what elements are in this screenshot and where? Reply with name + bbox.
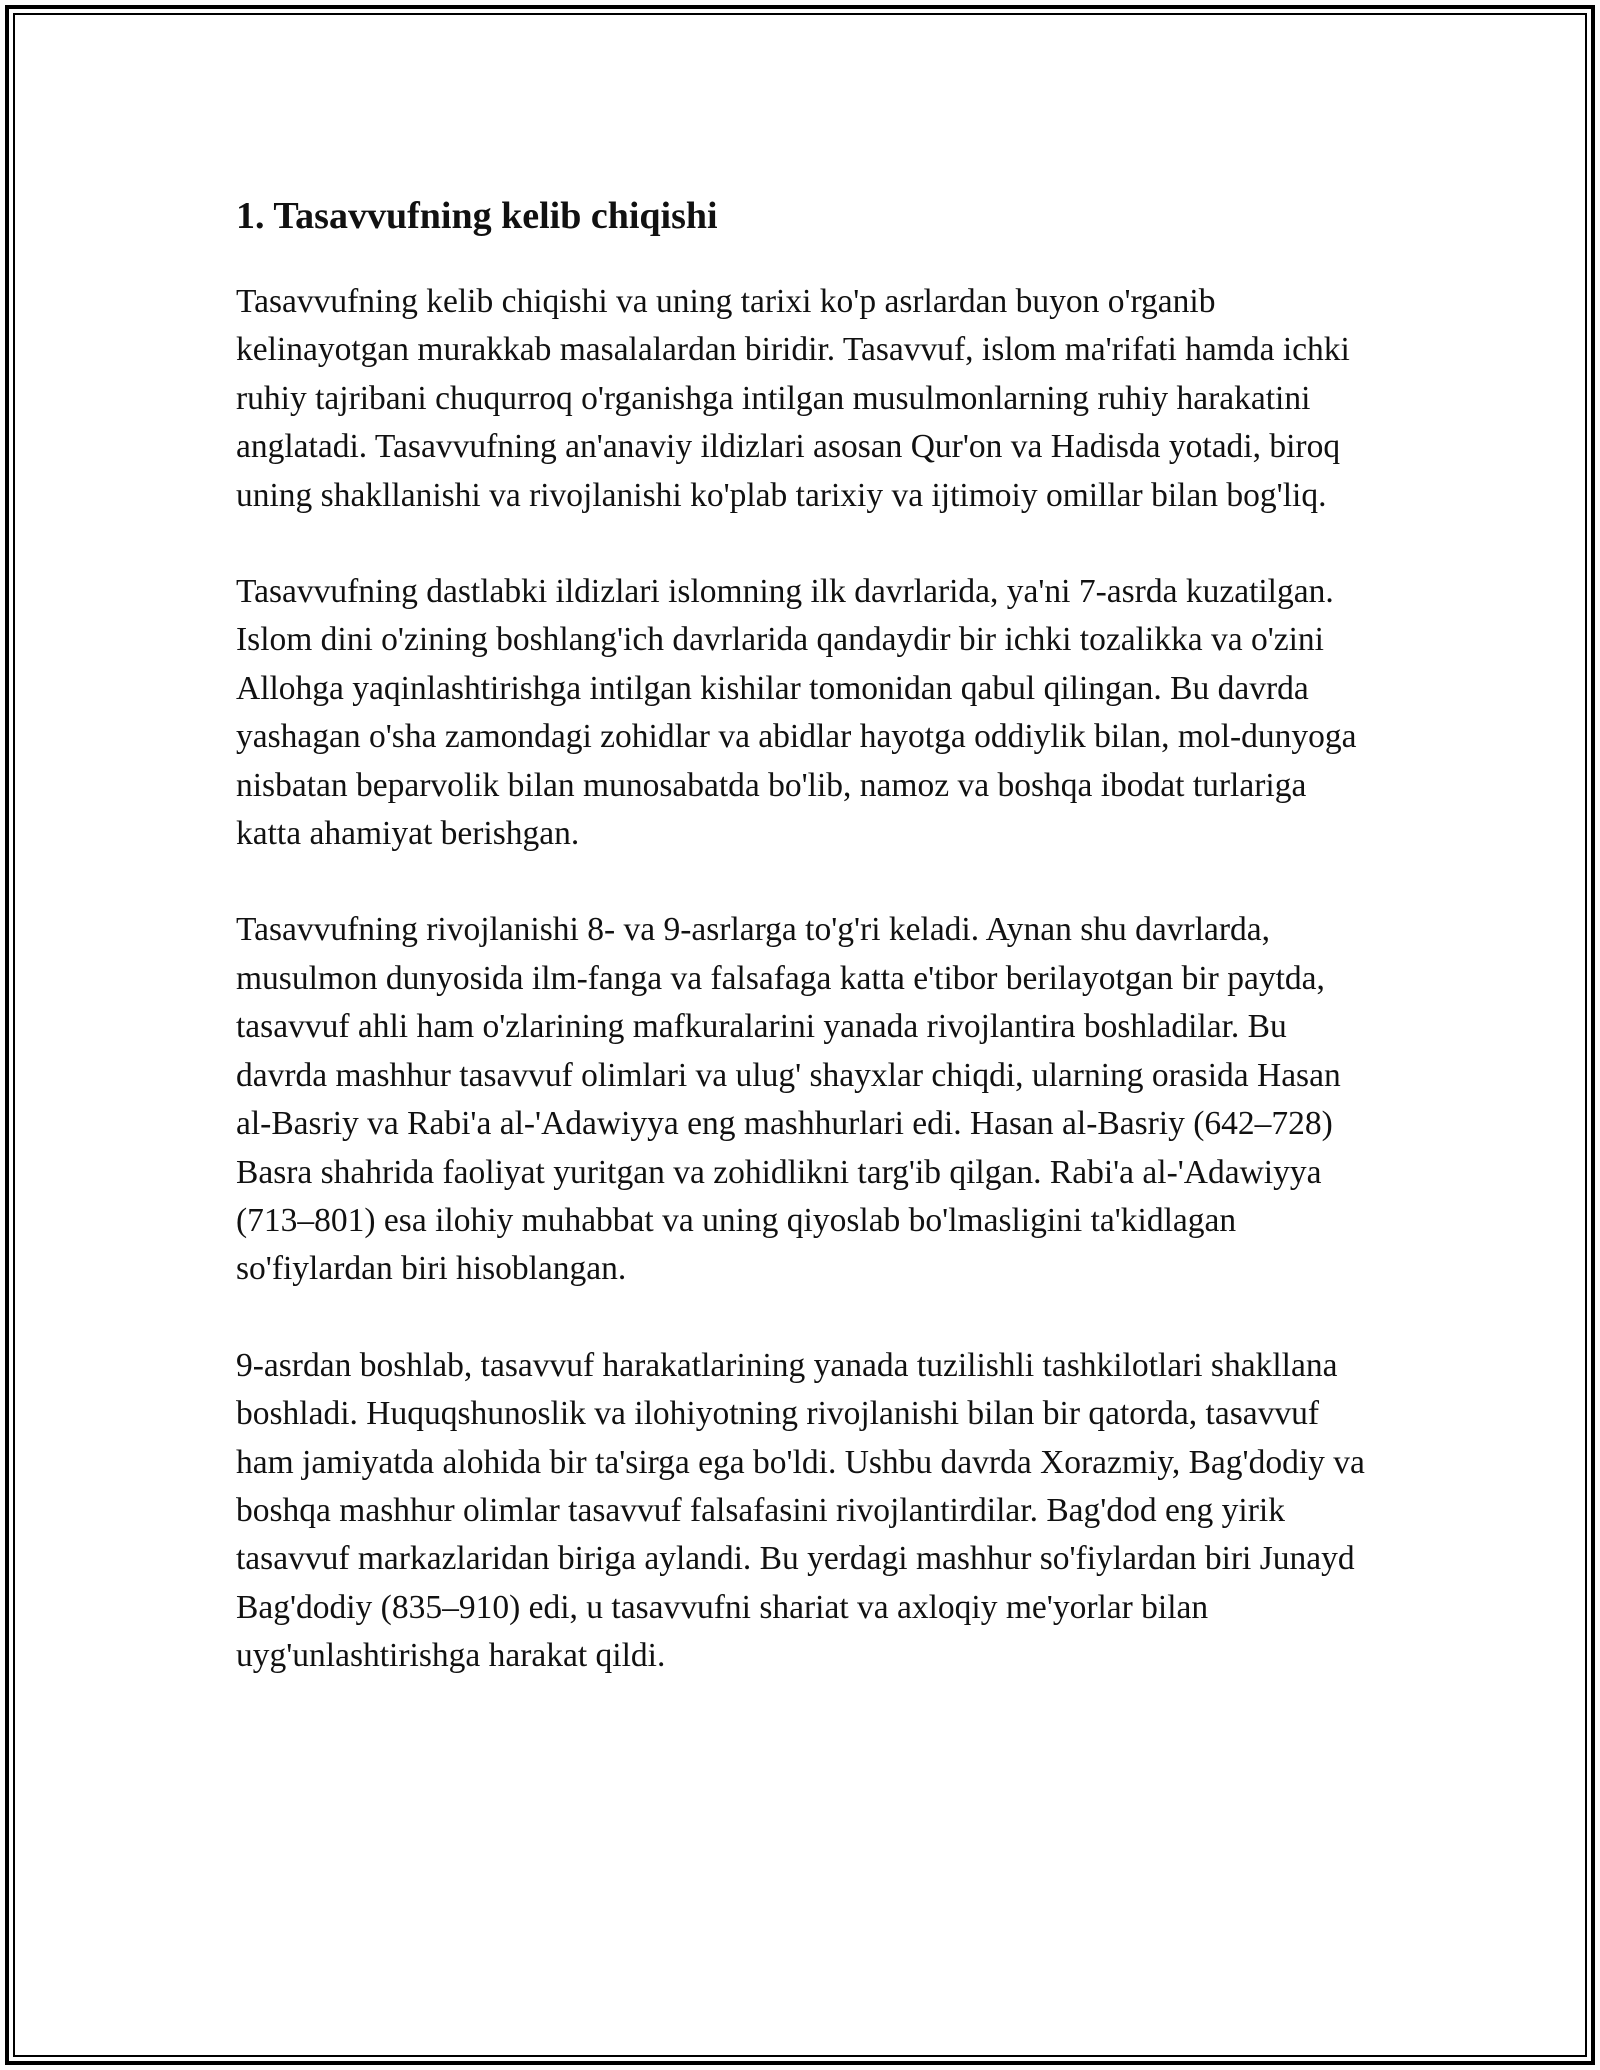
paragraph-1: Tasavvufning kelib chiqishi va uning tarixi ko'p asrlardan buyon o'rganib kelinayotgan murakkab masalalardan biridir. Tasavvuf, islom ma'rifati hamda ichki ruhiy tajribani chuqurroq o'rganishga intilgan musulmonlarning ruhiy harakatini anglatadi. Tasavvufning an'anaviy ildizlari asosan Qur'on va Hadisda yotadi, biroq uning shakllanishi va rivojlanishi ko'plab tarixiy va ijtimoiy omillar bilan bog'liq.	[236, 283, 1350, 514]
paragraph-4: 9-asrdan boshlab, tasavvuf harakatlarining yanada tuzilishli tashkilotlari shakllana boshladi. Huquqshunoslik va ilohiyotning rivojlanishi bilan bir qatorda, tasavvuf ham jamiyatda alohida bir ta'sirga ega bo'ldi. Ushbu davrda Xorazmiy, Bag'dodiy va boshqa mashhur olimlar tasavvuf falsafasini rivojlantirdilar. Bag'dod eng yirik tasavvuf markazlaridan biriga aylandi. Bu yerdagi mashhur so'fiylardan biri Junayd Bag'dodiy (835–910) edi, u tasavvufni shariat va axloqiy me'yorlar bilan uyg'unlashtirishga harakat qildi.	[236, 1346, 1365, 1675]
paragraph-3: Tasavvufning rivojlanishi 8- va 9-asrlarga to'g'ri keladi. Aynan shu davrlarda, musulmon dunyosida ilm-fanga va falsafaga katta e'tibor berilayotgan bir paytda, tasavvuf ahli ham o'zlarining mafkuralarini yanada rivojlantira boshladilar. Bu davrda mashhur tasavvuf olimlari va ulug' shayxlar chiqdi, ularning orasida Hasan al-Basriy va Rabi'a al-'Adawiyya eng mashhurlari edi. Hasan al-Basriy (642–728) Basra shahrida faoliyat yuritgan va zohidlikni targ'ib qilgan. Rabi'a al-'Adawiyya (713–801) esa ilohiy muhabbat va uning qiyoslab bo'lmasligini ta'kidlagan so'fiylardan biri hisoblangan.	[236, 911, 1341, 1288]
document-body	[236, 184, 1366, 1729]
section-heading: 1. Tasavvufning kelib chiqishi	[236, 195, 718, 237]
paragraph-2: Tasavvufning dastlabki ildizlari islomning ilk davrlarida, ya'ni 7-asrda kuzatilgan. Islom dini o'zining boshlang'ich davrlarida qandaydir bir ichki tozalikka va o'zini Allohga yaqinlashtirishga intilgan kishilar tomonidan qabul qilingan. Bu davrda yashagan o'sha zamondagi zohidlar va abidlar hayotga oddiylik bilan, mol-dunyoga nisbatan beparvolik bilan munosabatda bo'lib, namoz va boshqa ibodat turlariga katta ahamiyat berishgan.	[236, 573, 1357, 853]
